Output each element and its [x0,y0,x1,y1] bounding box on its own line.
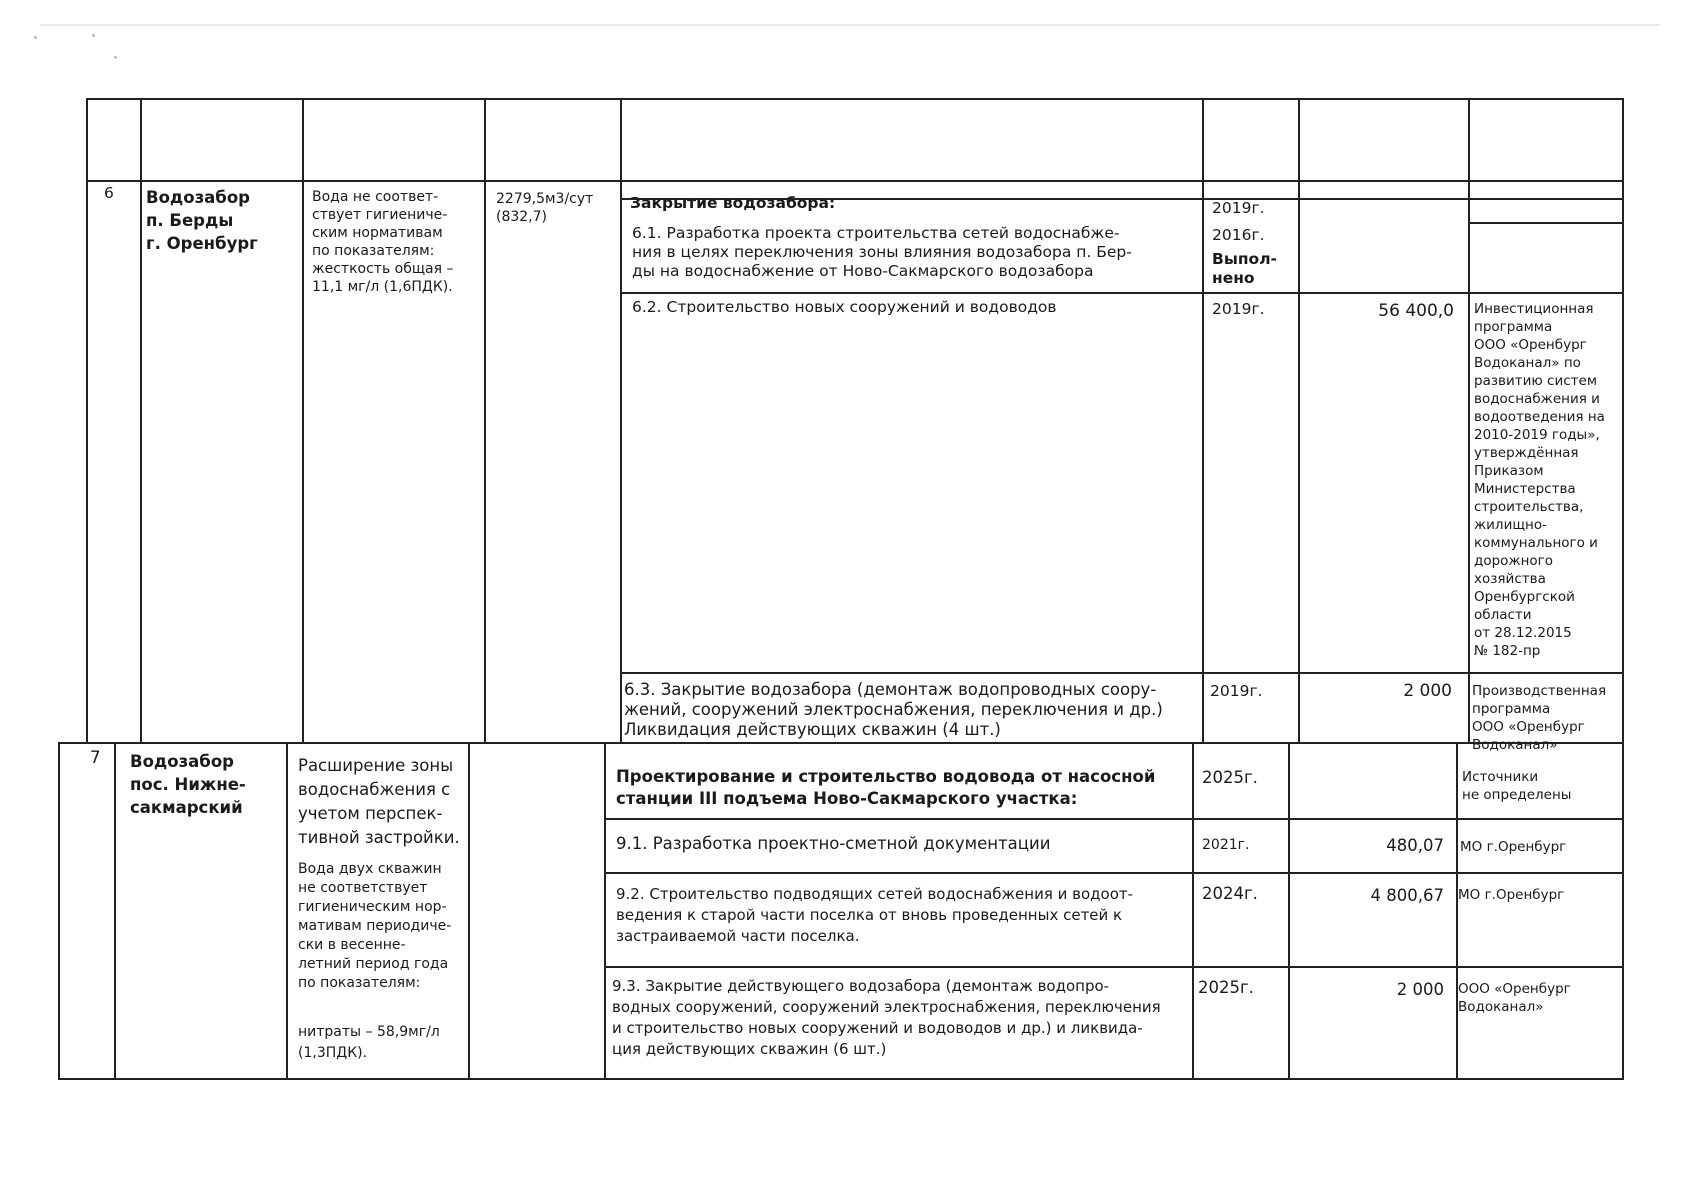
problem-description: нитраты – 58,9мг/л (1,3ПДК). [298,1024,440,1061]
problem-description: Расширение зоны водоснабжения с учетом перспек- тивной застройки. [298,756,460,847]
measure-item-year: 2024г. [1202,884,1258,903]
measure-item-year: 2016г. [1212,226,1265,244]
cost-value: 4 800,67 [1370,886,1444,905]
problem-description: Вода не соответ- ствует гигиениче- ским нормативам по показателям: жесткость общая – 11,1 мг/л (1,6ПДК). [312,189,454,295]
measure-item-text: 9.3. Закрытие действующего водозабора (демонтаж водопро- водных сооружений, сооружений электроснабжения, переключения и строительство новых сооружений и водоводов и др.) и ликвида- ция действующих скважин (6 шт.) [612,977,1161,1058]
funding-source: МО г.Оренбург [1460,839,1567,855]
problem-description: Вода двух скважин не соответствует гигиеническим нор- мативам периодиче- ски в весенне- летний период года по показателям: [298,861,452,991]
cost-value: 480,07 [1386,836,1444,855]
object-name: Водозабор пос. Нижне- сакмарский [130,752,246,817]
funding-source: ООО «Оренбург Водоканал» [1458,981,1571,1015]
measure-item-text: 9.2. Строительство подводящих сетей водоснабжения и водоот- ведения к старой части поселка от вновь проведенных сетей к застраиваемой части поселка. [616,885,1134,945]
row-number: 7 [90,748,101,767]
measure-heading: Закрытие водозабора: [630,194,836,212]
funding-source: Производственная программа ООО «Оренбург Водоканал» [1472,683,1607,753]
status-text: Выпол- нено [1212,250,1277,287]
row-number: 6 [104,184,114,202]
object-name: Водозабор п. Берды г. Оренбург [146,188,258,253]
measure-item-text: 6.1. Разработка проекта строительства сетей водоснабже- ния в целях переключения зоны влияния водозабора п. Бер- ды на водоснабжение от Ново-Сакмарского водозабора [632,224,1132,280]
measure-item-text: 6.3. Закрытие водозабора (демонтаж водопроводных соору- жений, сооружений электроснабжения, переключения и др.) Ликвидация действующих скважин (4 шт.) [624,680,1163,739]
measure-item-year: 2019г. [1212,300,1265,318]
measure-year: 2025г. [1202,768,1258,787]
measure-item-year: 2019г. [1210,682,1263,700]
measure-item-year: 2021г. [1202,837,1250,853]
cost-value: 2 000 [1396,980,1444,999]
cost-value: 2 000 [1403,681,1452,701]
measure-year: 2019г. [1212,199,1265,217]
funding-source: МО г.Оренбург [1458,887,1565,903]
capacity-value: 2279,5м3/сут (832,7) [496,191,594,225]
cost-value: 56 400,0 [1378,301,1454,321]
measure-item-text: 6.2. Строительство новых сооружений и водоводов [632,298,1057,316]
funding-source: Инвестиционная программа ООО «Оренбург Водоканал» по развитию систем водоснабжения и водоотведения на 2010-2019 годы», утверждённая Приказом Министерства строительства, жилищно- коммунального и дорожного хозяйства Оренбургской области от 28.12.2015 № 182-пр [1474,301,1605,659]
measure-item-year: 2025г. [1198,978,1254,997]
measure-item-text: 9.1. Разработка проектно-сметной документации [616,834,1051,853]
measure-heading: Проектирование и строительство водовода от насосной станции III подъема Ново-Сакмарского участка: [616,767,1156,808]
funding-source: Источники не определены [1462,769,1572,803]
